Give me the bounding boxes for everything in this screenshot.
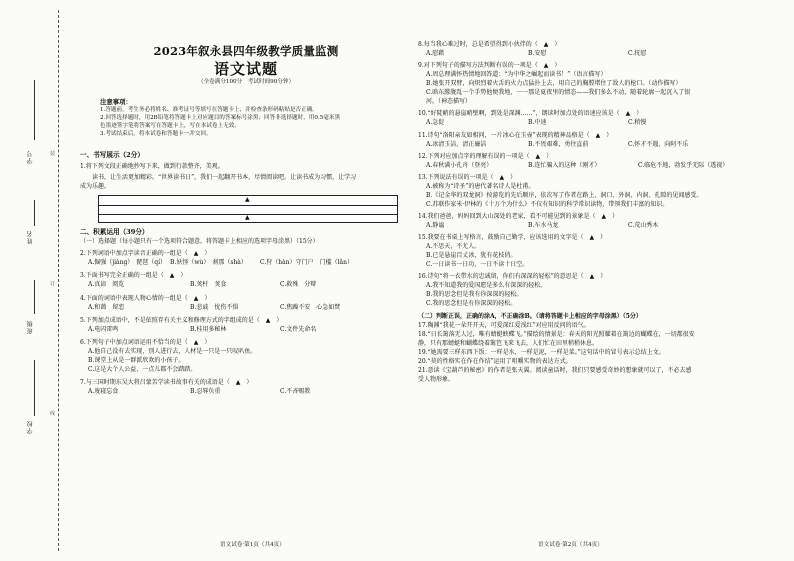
- notice-item: 色墨迹签字笔将答案写在答题卡上，写在本试卷上无效。: [100, 122, 240, 129]
- judgement-item-21: 21.意读《宝葫芦的秘密》的作者是张天翼。阅读童话时，我们只要感受奇妙的想象就可以了，不必去感: [418, 367, 692, 375]
- option-c[interactable]: C.文件先命名: [280, 326, 317, 334]
- option-c[interactable]: C.晗东朦胧乱一个手势他便我地，一一那是夏夜里的情态——我们多么不动，随着轮廓一起沉入了银: [426, 89, 691, 97]
- right-column: [418, 0, 784, 561]
- question-8-stem: 8.每当我心难过时，总是希望得到小伙伴的（ ▲ ）: [418, 41, 561, 48]
- option-b[interactable]: B.《记金华的双龙洞》按游览的先后顺序，依次写了作者在路上、洞口、外洞、内洞、孔隙的见闻感受。: [426, 192, 703, 200]
- option-a[interactable]: A.真谛 阅览: [88, 281, 125, 289]
- notice-title: 注意事项：: [100, 98, 132, 107]
- question-8-options: [418, 49, 784, 58]
- binding-label-class: 班级: [27, 320, 34, 334]
- option-c[interactable]: C.怀才不遇，向阿不乐: [628, 140, 689, 148]
- option-a[interactable]: A.被称为“诗圣”的唐代著名诗人是杜甫。: [426, 183, 535, 191]
- judgement-item-19: 19.“她需要三样东西下饭：一样是水，一样是泥，一样是菜。”这句话中的冒号表示总结上文。: [418, 349, 665, 357]
- question-5-stem: 5.下列加点成语中，不是依照存有关主义和修理方式的字组成的是（ ▲ ）: [80, 317, 283, 325]
- question-2-options: [80, 258, 412, 267]
- option-c[interactable]: C.荒山秀木: [628, 222, 659, 230]
- question-16-stem: 16.诗句“将一衣带水的忠诚留，你们有深深的轻松”的意思是（ ▲ ）: [418, 273, 607, 281]
- option-a[interactable]: A.倔强（jiàng） 琵琶（qí）: [88, 259, 167, 267]
- exam-title: 2023年叙永县四年级教学质量监测: [153, 44, 339, 58]
- question-9-stem: 9.对下列句子的描写方法判断有误的一项是（ ▲ ）: [418, 62, 561, 70]
- section-heading-writing: 一、书写展示（2分）: [80, 150, 144, 159]
- question-6-stem: 6.下列句子中加点词语运用不恰当的是（ ▲ ）: [80, 339, 211, 347]
- question-11-stem: 11.诗句“洛阳亲友如相问，一片冰心在玉壶”表现的精神品格是（ ▲ ）: [418, 131, 613, 139]
- option-a[interactable]: A.慰藉: [426, 50, 445, 57]
- option-b[interactable]: B.桂用多秘林: [190, 326, 227, 334]
- binding-label-name: 姓名: [27, 230, 34, 244]
- option-c[interactable]: C.狩（hàn）守门户 门槛（lǎn）: [260, 259, 353, 267]
- binding-mark-ding: 订: [50, 281, 56, 287]
- binding-underline: [34, 360, 35, 416]
- judgement-item-21-continued: 受人物形象。: [418, 376, 455, 384]
- binding-mark-xian: 线: [50, 411, 56, 417]
- answer-marker: ▲: [245, 195, 250, 203]
- writing-rule: [99, 205, 397, 206]
- question-14-options: [418, 221, 784, 230]
- option-b[interactable]: B.中速: [528, 119, 547, 127]
- option-a[interactable]: A.冰清玉洁，清正廉洁: [426, 140, 487, 148]
- question-12-options: [418, 161, 784, 170]
- left-column: [80, 0, 412, 561]
- page-footer-right: 语文试卷·第2页（共4页）: [538, 542, 603, 549]
- option-a[interactable]: A.和蔼 留恋: [88, 303, 125, 311]
- binding-underline: [34, 80, 35, 140]
- question-5-options: [80, 325, 412, 334]
- subsection-intro: （一）选择题（每小题只有一个选项符合题意，将答题卡上相应的选项字母涂黑）（15分）: [80, 238, 319, 246]
- option-b[interactable]: B.已是悬崖百丈冰，犹有花枝俏。: [426, 252, 517, 260]
- copy-passage-line: 读书，让生活更加精彩。“世界读书日”，我们一起翻开书本，尽情阅读吧。让读书成为习惯，让学习: [92, 173, 357, 181]
- binding-mark-zhuang: 装: [50, 151, 56, 157]
- option-c[interactable]: C.苏联作家米·伊林的《十万个为什么》不仅有知识的科学常识读物，带领我们丰富的知识。: [426, 201, 669, 209]
- question-10-stem: 10.“好陡峭的悬崖峭壁啊，到处是深渊……”，朗读时加点处的语速应该是（ ▲ ）: [418, 110, 643, 118]
- copy-passage-line: 成为乐趣。: [80, 182, 111, 190]
- question-3-options: [80, 280, 412, 289]
- option-b[interactable]: B.荚杆 荚食: [190, 281, 227, 289]
- option-c[interactable]: C.焦躁不安 心急如焚: [280, 303, 341, 311]
- judgement-item-18: 18.“日长篱落无人过，唯有蜻蜓蛱蝶飞。”描绘的情景是：春天的阳光照耀着在篱边的蝴蝶在，一切都很安: [418, 331, 695, 339]
- option-a[interactable]: A.我不知道我的爱国愿是多么有深深的轻松。: [426, 282, 547, 290]
- binding-label-student-id: 学号: [27, 150, 34, 164]
- option-b[interactable]: B.不畏艰难，勇往直前: [528, 140, 589, 148]
- option-c[interactable]: C.这是大个人公益，一点儿都不会踏踏。: [88, 366, 197, 374]
- judgement-intro: （二）判断正误，正确的涂A，不正确涂B。（请将答题卡上相应的字母涂黑）（5分）: [418, 313, 642, 321]
- option-a[interactable]: A.电闪雷鸣: [88, 326, 119, 334]
- option-b[interactable]: B.我的思念但是我有你深深的轻松。: [426, 291, 523, 299]
- option-c[interactable]: C.一日读书一日功，一日不读十日空。: [426, 261, 529, 269]
- notice-item: 2.回答选择题时，用2B铅笔将答题卡上对应题目的答案标号涂黑；回答非选择题时，用0.5毫米黑: [100, 114, 341, 121]
- binding-margin: [0, 0, 72, 561]
- option-a[interactable]: A.周总理满怀热情地回答道：“为中华之崛起而读书！”（语言描写）: [426, 71, 607, 79]
- option-a[interactable]: A.不思天，不尤人。: [426, 243, 481, 251]
- option-b[interactable]: B.课堂上从是一群派欣欢的小孩子。: [88, 357, 185, 365]
- binding-dashed-line: [58, 10, 59, 551]
- option-c[interactable]: C.稍慢: [628, 119, 647, 127]
- option-c[interactable]: C.不吝赐教: [280, 388, 311, 396]
- option-a[interactable]: A.他自己没有去实现，别人进行去，人材是一只是一只叹叭鱼。: [88, 348, 257, 356]
- question-4-stem: 4.下面的词语中表现人物心情的一组是（ ▲ ）: [80, 294, 211, 302]
- exam-meta: （全卷满分100分 考试时间90分钟）: [197, 78, 295, 85]
- option-a[interactable]: A.静谧: [426, 222, 445, 230]
- judgement-item-17: 17.陶渊“我花一朵开开天，可爱深红爱浅红”对应用反问的语气。: [418, 322, 590, 330]
- question-1: 1.将下列文段正确地抄写下来，做到行款整齐，美观。: [80, 162, 224, 170]
- option-c[interactable]: C.我的思念但是有你深深的轻松。: [426, 300, 517, 308]
- option-b[interactable]: B.连忙骗入的这种（刚才）: [528, 161, 601, 169]
- notice-block: [80, 99, 412, 138]
- option-b[interactable]: B.忍辱负重: [190, 388, 221, 396]
- option-b[interactable]: B.妖怪（wù） 刹那（shà）: [170, 259, 247, 267]
- notice-item: 3.考试结束后，将本试卷和答题卡一并交回。: [100, 130, 212, 137]
- option-a[interactable]: A.急促: [426, 119, 445, 127]
- question-14-stem: 14.我们爸爸，妈妈回到大山深处的老家，看不可能见到的景象是（ ▲ ）: [418, 213, 619, 221]
- option-c[interactable]: C.临危不地，勃发乎无际（透视）: [638, 161, 729, 169]
- notice-item: 1.答题前，考生务必将姓名、准考证号等填写在答题卡上，并检查条形码粘贴是否正确。: [100, 106, 318, 113]
- binding-label-school: 学校: [27, 420, 34, 434]
- option-a[interactable]: A.春秋满小孔舟（登亮）: [426, 161, 493, 169]
- judgement-item-20: 20.“莫的性格实在作在作结”运用了咀嚼实物的表达方式。: [418, 358, 572, 366]
- question-4-options: [80, 303, 412, 312]
- question-7-stem: 7.与三国时期东吴大将吕蒙苦学读书故事有关的成语是（ ▲ ）: [80, 379, 253, 387]
- question-2-stem: 2.下列词语中加点字读音正确的一组是（ ▲ ）: [80, 250, 211, 258]
- page-footer-left: 语文试卷·第1页（共4页）: [220, 542, 285, 549]
- option-c-continued: 河。（神态描写）: [426, 98, 472, 106]
- copy-writing-box[interactable]: [98, 195, 398, 223]
- binding-underline: [34, 200, 35, 226]
- judgement-item-18-continued: 静，只有那蜻蜓和蝴蝶绕着篱笆飞来飞去，人们忙在田里稍稍休息。: [418, 340, 599, 348]
- option-b[interactable]: B.安慰: [528, 50, 547, 57]
- question-11-options: [418, 140, 784, 149]
- option-c[interactable]: C.抚慰: [628, 50, 647, 57]
- question-7-options: [80, 387, 412, 396]
- option-b[interactable]: B.车水马龙: [528, 222, 559, 230]
- option-a[interactable]: A.废寝忘食: [88, 388, 119, 396]
- option-b[interactable]: B.她张开双臂，向炽烈着火舌的火力点猛扑上去，用自己的胸膛堵住了敌人的枪口。（动作描写）: [426, 80, 682, 88]
- question-3-stem: 3.下面书写完全正确的一组是（ ▲ ）: [80, 272, 187, 280]
- question-15-stem: 15.我要在书桌上写格言，鼓励自己勤学，应该选用的文字是（ ▲ ）: [418, 234, 607, 242]
- option-b[interactable]: B.悲戚 忧伤不惧: [190, 303, 239, 311]
- question-12-stem: 12.下列对应加点字的理解有误的一项是（ ▲ ）: [418, 152, 553, 160]
- option-c[interactable]: C.救殊 分辩: [280, 281, 317, 289]
- question-13-stem: 13.下列说法有误的一项是（ ▲ ）: [418, 174, 517, 182]
- section-heading-accumulation: 二、积累运用（39分）: [80, 227, 149, 236]
- binding-underline: [34, 280, 35, 314]
- exam-subtitle: 语文试题: [213, 59, 278, 78]
- question-10-options: [418, 118, 784, 127]
- answer-marker: ▲: [245, 213, 250, 221]
